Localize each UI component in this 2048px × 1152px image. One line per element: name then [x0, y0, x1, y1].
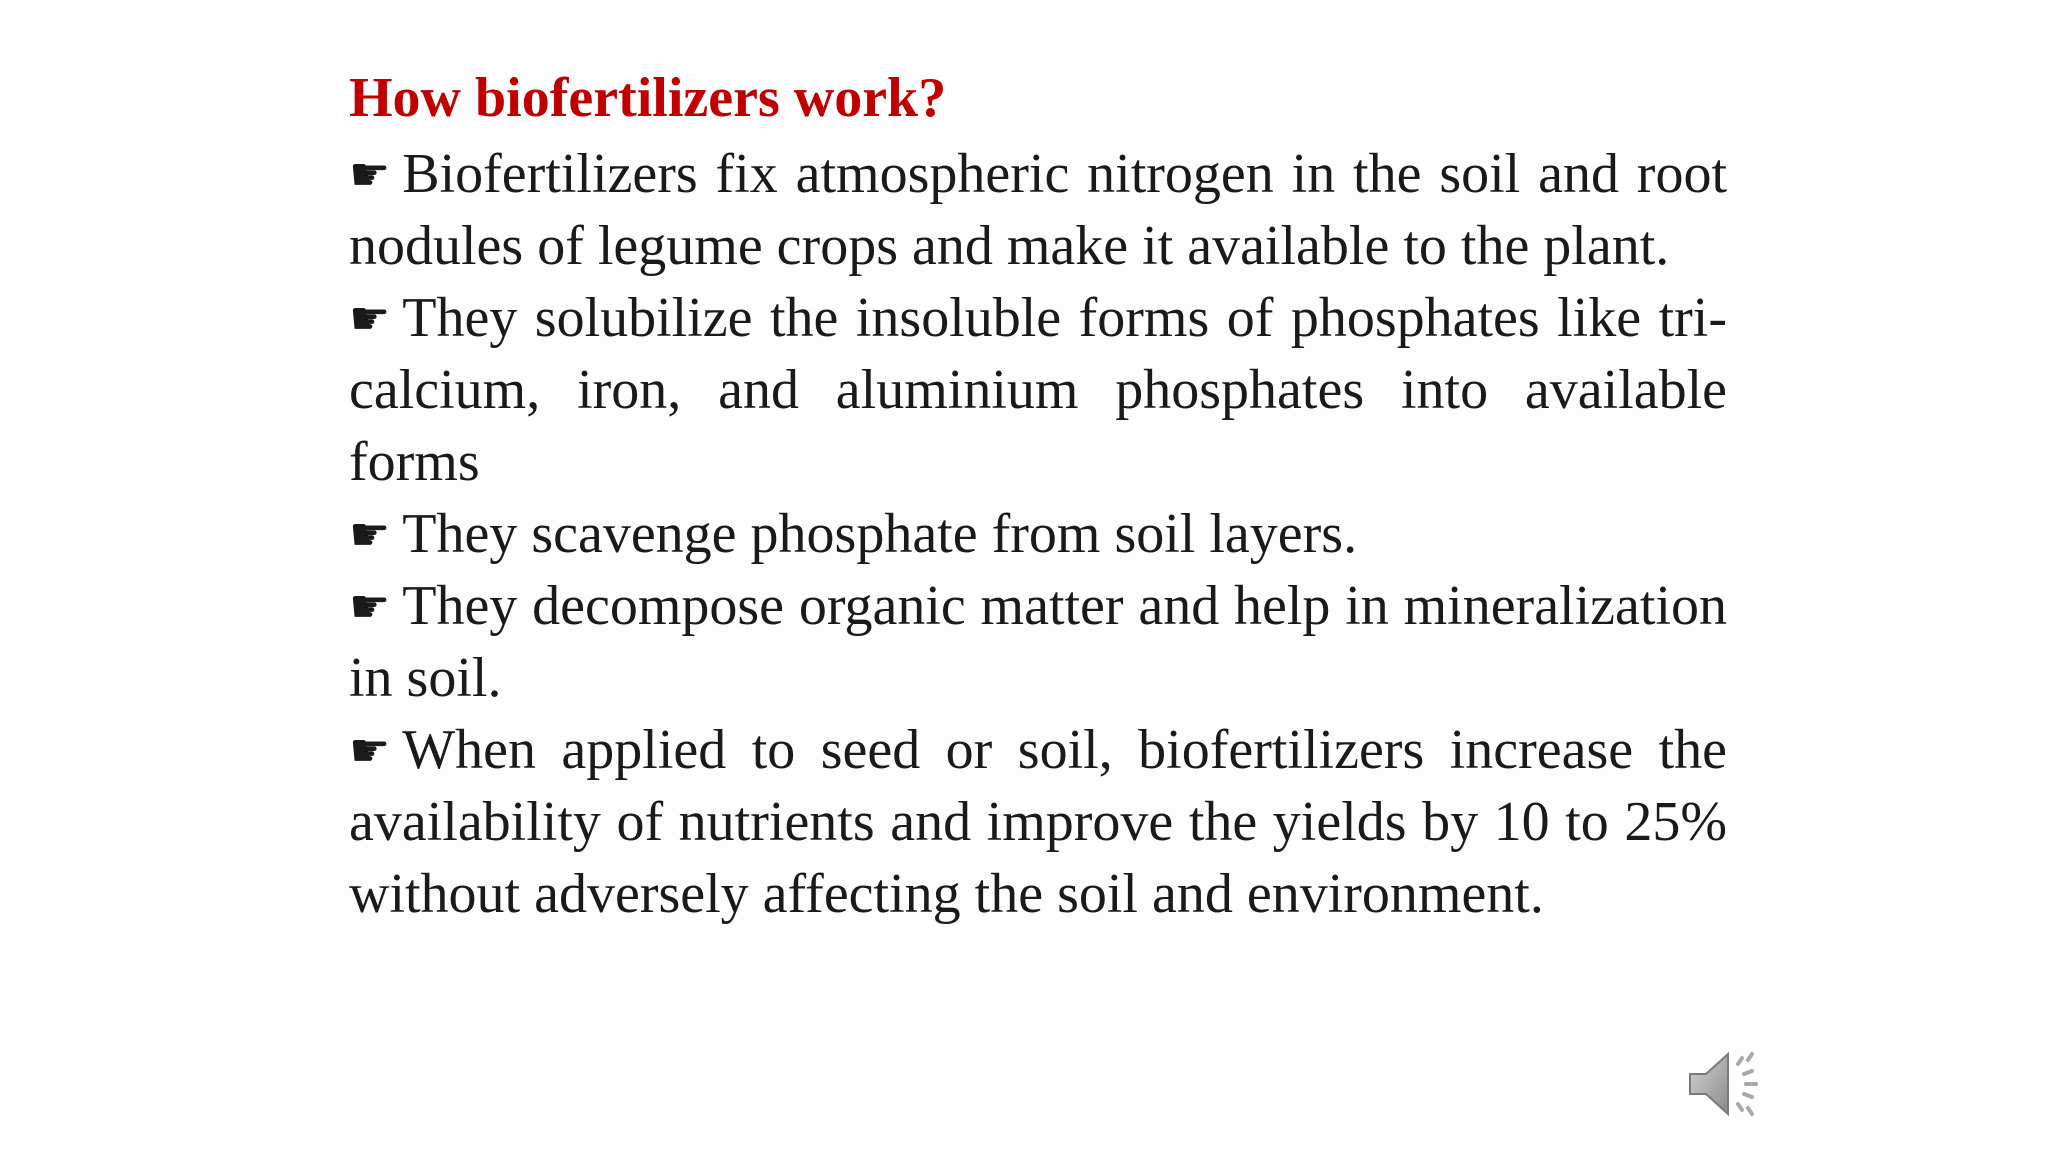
bullet-text: They scavenge phosphate from soil layers.: [402, 503, 1358, 565]
pointing-hand-icon: ☛: [349, 579, 391, 633]
bullet-item-nitrogen: [349, 138, 1727, 282]
bullet-text: They solubilize the insoluble forms of phosphates like tri-calcium, iron, and aluminium phosphates into available forms: [349, 287, 1727, 493]
pointing-hand-icon: ☛: [349, 147, 391, 201]
pointing-hand-icon: ☛: [349, 723, 391, 777]
bullet-item-decompose: [349, 570, 1727, 714]
bullet-item-phosphate-solubilize: [349, 282, 1727, 498]
bullet-item-phosphate-scavenge: [349, 498, 1727, 570]
slide-title: How biofertilizers work?: [349, 67, 947, 129]
bullet-text: They decompose organic matter and help in mineralization in soil.: [349, 575, 1727, 709]
bullet-item-yield: [349, 714, 1727, 930]
pointing-hand-icon: ☛: [349, 507, 391, 561]
slide-text-block: [349, 58, 1727, 930]
speaker-icon[interactable]: [1684, 1042, 1768, 1126]
bullet-text: Biofertilizers fix atmospheric nitrogen in the soil and root nodules of legume crops and make it available to the plant.: [349, 143, 1727, 277]
bullet-text: When applied to seed or soil, biofertilizers increase the availability of nutrients and improve the yields by 10 to 25% without adversely affecting the soil and environment.: [349, 719, 1727, 925]
pointing-hand-icon: ☛: [349, 291, 391, 345]
